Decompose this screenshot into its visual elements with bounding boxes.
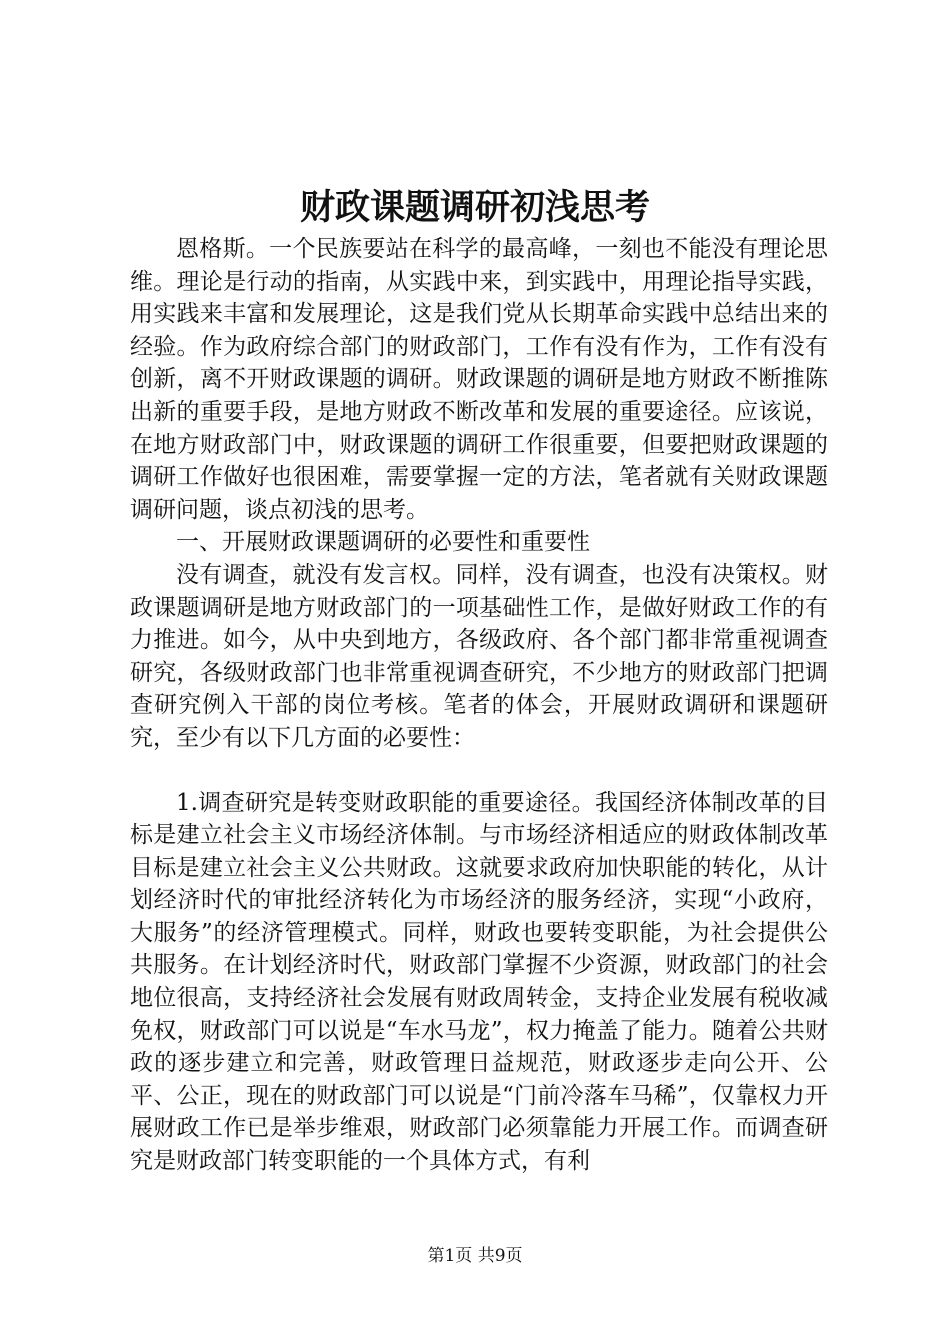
section-heading: 一、开展财政课题调研的必要性和重要性	[176, 529, 590, 556]
document-body	[130, 233, 828, 1178]
page-footer: 第1页 共9页	[427, 1246, 523, 1266]
paragraph-necessity: 没有调查，就没有发言权。同样，没有调查，也没有决策权。财政课题调研是地方财政部门的一项基础性工作，是做好财政工作的有力推进。如今，从中央到地方，各级政府、各个部门都非常重视调查研究，各级财政部门也非常重视调查研究，不少地方的财政部门把调查研究例入干部的岗位考核。笔者的体会，开展财政调研和课题研究，至少有以下几方面的必要性：	[130, 561, 828, 751]
paragraph-point-1: 1.调查研究是转变财政职能的重要途径。我国经济体制改革的目标是建立社会主义市场经济体制。与市场经济相适应的财政体制改革目标是建立社会主义公共财政。这就要求政府加快职能的转化，从计划经济时代的审批经济转化为市场经济的服务经济，实现“小政府，大服务”的经济管理模式。同样，财政也要转变职能，为社会提供公共服务。在计划经济时代，财政部门掌握不少资源，财政部门的社会地位很高，支持经济社会发展有财政周转金，支持企业发展有税收减免权，财政部门可以说是“车水马龙”，权力掩盖了能力。随着公共财政的逐步建立和完善，财政管理日益规范，财政逐步走向公开、公平、公正，现在的财政部门可以说是“门前冷落车马稀”，仅靠权力开展财政工作已是举步维艰，财政部门必须靠能力开展工作。而调查研究是财政部门转变职能的一个具体方式，有利	[130, 789, 828, 1175]
document-title: 财政课题调研初浅思考	[299, 187, 650, 228]
paragraph-intro: 恩格斯。一个民族要站在科学的最高峰，一刻也不能没有理论思维。理论是行动的指南，从实践中来，到实践中，用理论指导实践，用实践来丰富和发展理论，这是我们党从长期革命实践中总结出来的经验。作为政府综合部门的财政部门，工作有没有作为，工作有没有创新，离不开财政课题的调研。财政课题的调研是地方财政不断推陈出新的重要手段，是地方财政不断改革和发展的重要途径。应该说，在地方财政部门中，财政课题的调研工作很重要，但要把财政课题的调研工作做好也很困难，需要掌握一定的方法，笔者就有关财政课题调研问题，谈点初浅的思考。	[130, 236, 828, 523]
